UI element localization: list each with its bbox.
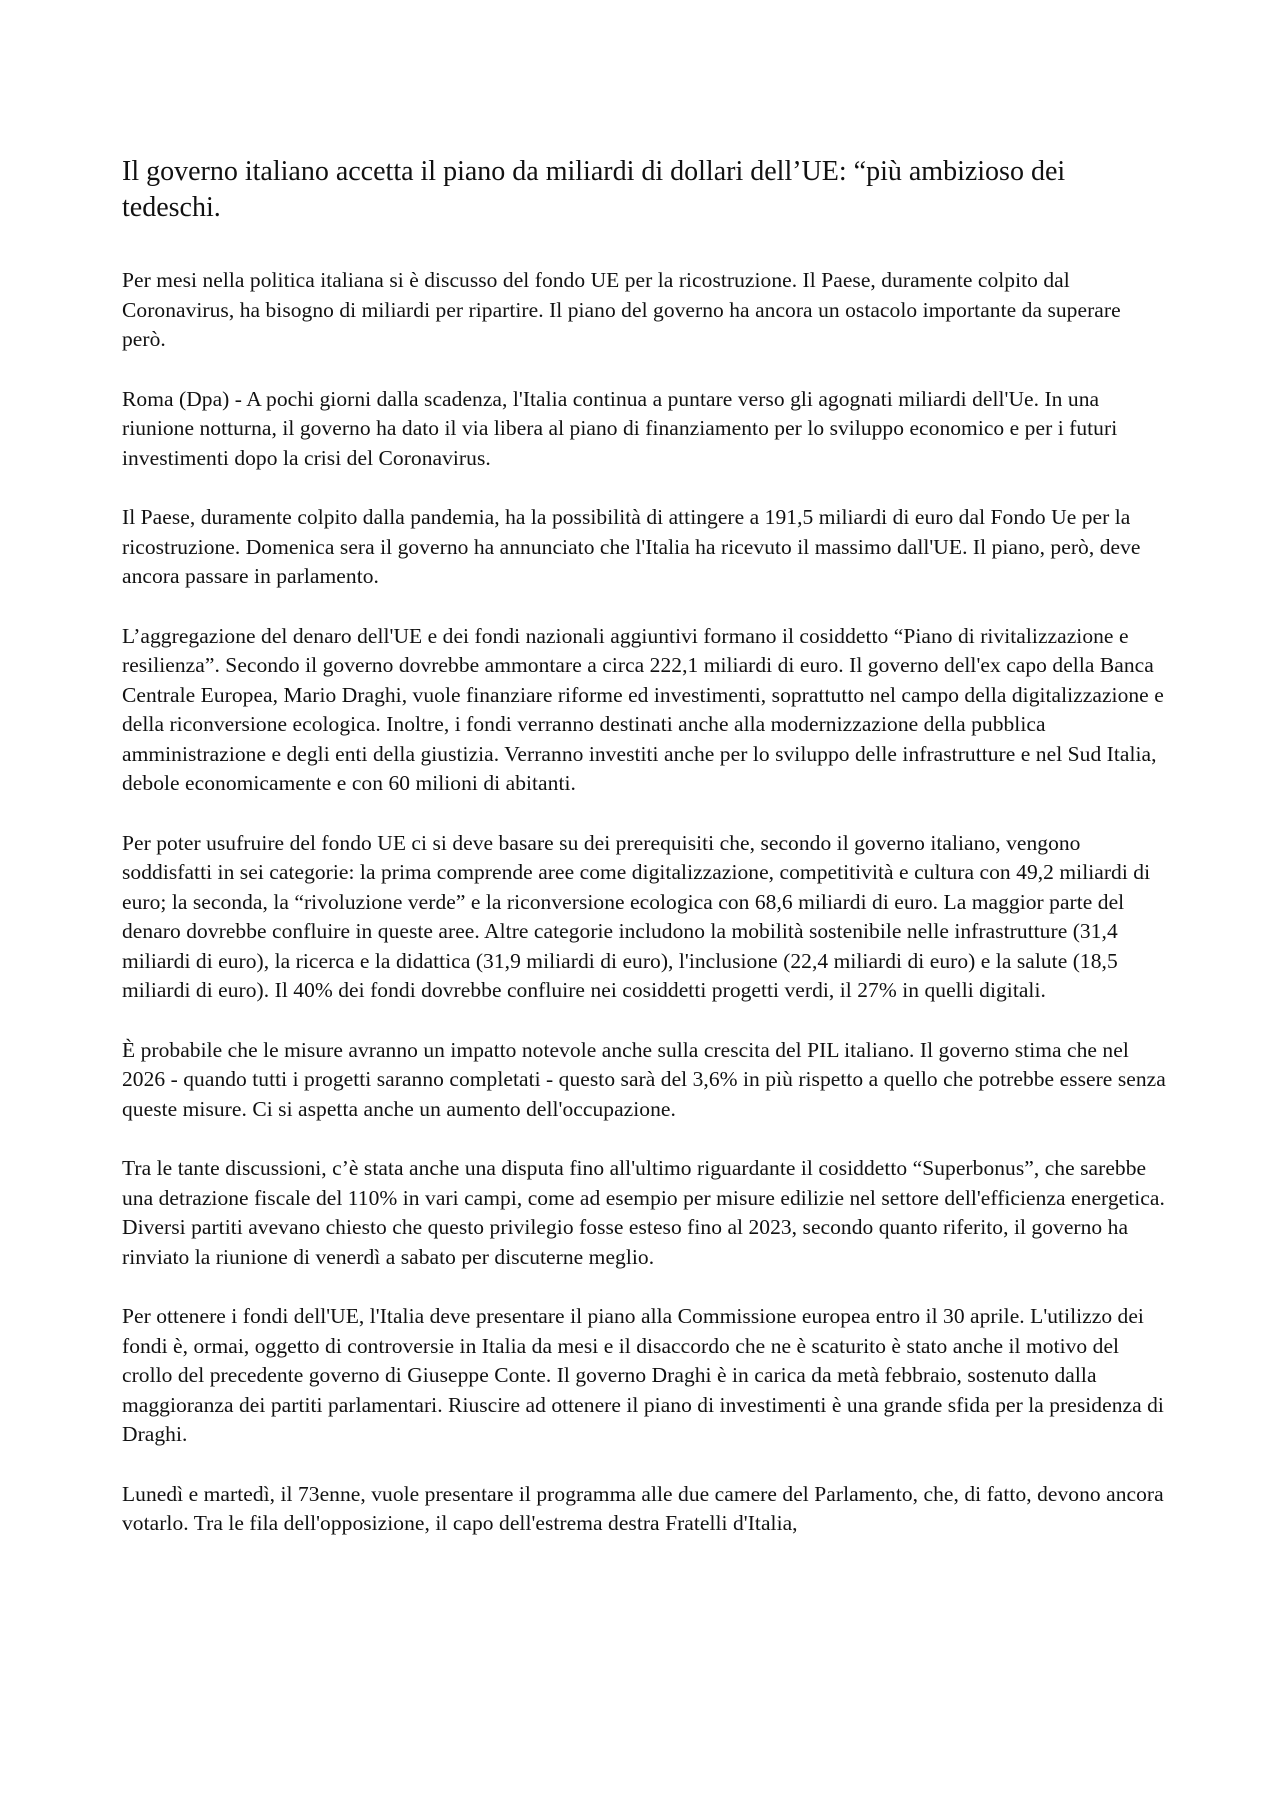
paragraph-resilience-plan: L’aggregazione del denaro dell'UE e dei fondi nazionali aggiuntivi formano il cosiddetto “Piano di rivitalizzazione e resilienza”. Secondo il governo dovrebbe ammontare a circa 222,1 miliardi di euro. Il governo dell'ex capo della Banca Centrale Europea, Mario Draghi, vuole finanziare riforme ed investimenti, soprattutto nel campo della digitalizzazione e della riconversione ecologica. Inoltre, i fondi verranno destinati anche alla modernizzazione della pubblica amministrazione e degli enti della giustizia. Verranno investiti anche per lo sviluppo delle infrastrutture e nel Sud Italia, debole economicamente e con 60 milioni di abitanti. bbox=[122, 623, 1164, 795]
paragraph-recovery-fund: Il Paese, duramente colpito dalla pandemia, ha la possibilità di attingere a 191,5 miliardi di euro dal Fondo Ue per la ricostruzione. Domenica sera il governo ha annunciato che l'Italia ha ricevuto il massimo dall'UE. Il piano, però, deve ancora passare in parlamento. bbox=[122, 505, 1141, 588]
document-body bbox=[122, 154, 1168, 1569]
paragraph-superbonus: Tra le tante discussioni, c’è stata anche una disputa fino all'ultimo riguardante il cosiddetto “Superbonus”, che sarebbe una detrazione fiscale del 110% in vari campi, come ad esempio per misure edilizie nel settore dell'efficienza energetica. Diversi partiti avevano chiesto che questo privilegio fosse esteso fino al 2023, secondo quanto riferito, il governo ha rinviato la riunione di venerdì a sabato per discuterne meglio. bbox=[122, 1156, 1165, 1269]
paragraph-intro: Per mesi nella politica italiana si è discusso del fondo UE per la ricostruzione. Il Paese, duramente colpito dal Coronavirus, ha bisogno di miliardi per ripartire. Il piano del governo ha ancora un ostacolo importante da superare però. bbox=[122, 268, 1121, 351]
article-title: Il governo italiano accetta il piano da miliardi di dollari dell’UE: “più ambizioso dei tedeschi. bbox=[122, 156, 1066, 223]
paragraph-gdp-impact: È probabile che le misure avranno un impatto notevole anche sulla crescita del PIL italiano. Il governo stima che nel 2026 - quando tutti i progetti saranno completati - questo sarà del 3,6% in più rispetto a quello che potrebbe essere senza queste misure. Ci si aspetta anche un aumento dell'occupazione. bbox=[122, 1037, 1166, 1121]
paragraph-roma-dpa: Roma (Dpa) - A pochi giorni dalla scadenza, l'Italia continua a puntare verso gli agognati miliardi dell'Ue. In una riunione notturna, il governo ha dato il via libera al piano di finanziamento per lo sviluppo economico e per i futuri investimenti dopo la crisi del Coronavirus. bbox=[122, 386, 1118, 470]
paragraph-parliament: Lunedì e martedì, il 73enne, vuole presentare il programma alle due camere del Parlamento, che, di fatto, devono ancora votarlo. Tra le fila dell'opposizione, il capo dell'estrema destra Fratelli d'Italia, bbox=[122, 1481, 1164, 1535]
paragraph-categories: Per poter usufruire del fondo UE ci si deve basare su dei prerequisiti che, secondo il governo italiano, vengono soddisfatti in sei categorie: la prima comprende aree come digitalizzazione, competitività e cultura con 49,2 miliardi di euro; la seconda, la “rivoluzione verde” e la riconversione ecologica con 68,6 miliardi di euro. La maggior parte del denaro dovrebbe confluire in queste aree. Altre categorie includono la mobilità sostenibile nelle infrastrutture (31,4 miliardi di euro), la ricerca e la didattica (31,9 miliardi di euro), l'inclusione (22,4 miliardi di euro) e la salute (18,5 miliardi di euro). Il 40% dei fondi dovrebbe confluire nei cosiddetti progetti verdi, il 27% in quelli digitali. bbox=[122, 830, 1151, 1002]
paragraph-deadline: Per ottenere i fondi dell'UE, l'Italia deve presentare il piano alla Commissione europea entro il 30 aprile. L'utilizzo dei fondi è, ormai, oggetto di controversie in Italia da mesi e il disaccordo che ne è scaturito è stato anche il motivo del crollo del precedente governo di Giuseppe Conte. Il governo Draghi è in carica da metà febbraio, sostenuto dalla maggioranza dei partiti parlamentari. Riuscire ad ottenere il piano di investimenti è una grande sfida per la presidenza di Draghi. bbox=[122, 1304, 1164, 1446]
